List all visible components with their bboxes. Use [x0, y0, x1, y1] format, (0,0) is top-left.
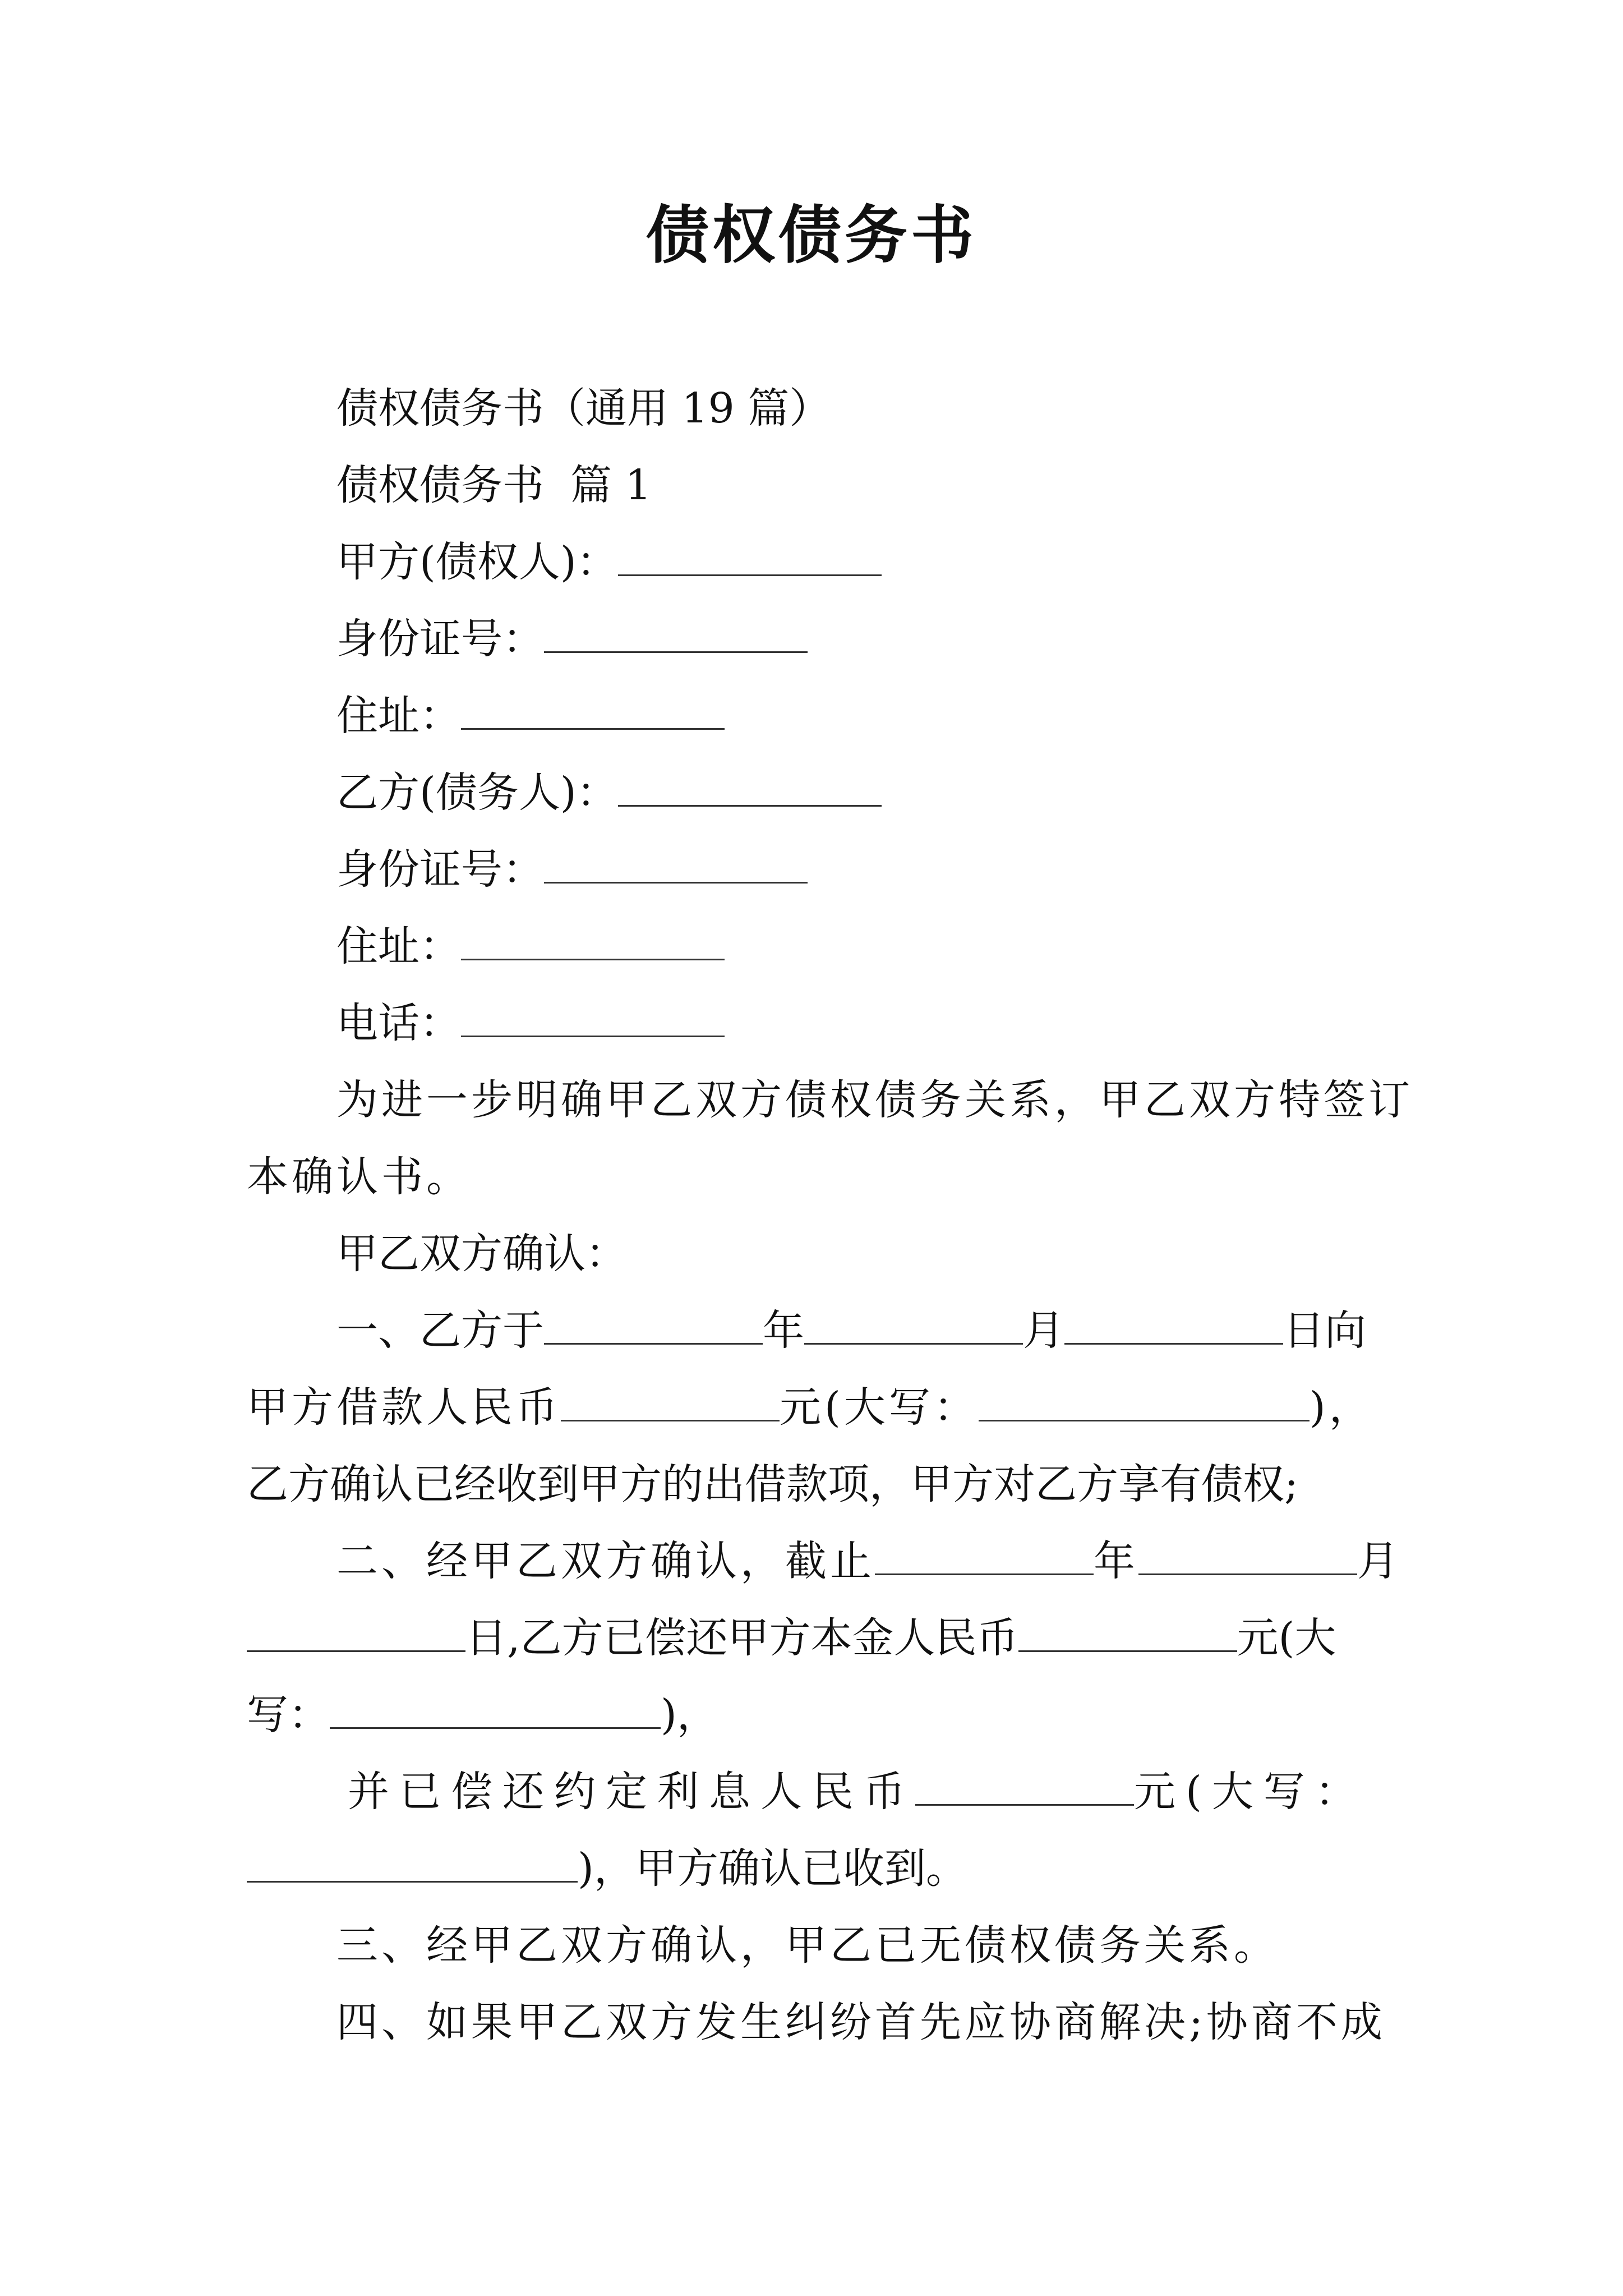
clause-4-text: 四、如果甲乙双方发生纠纷首先应协商解决;协商不成 — [336, 1998, 1386, 2046]
clause-3-text: 三、经甲乙双方确认，甲乙已无债权债务关系。 — [336, 1921, 1279, 1970]
addr-a-label: 住址： — [336, 692, 461, 740]
party-b-blank — [618, 771, 882, 807]
section-heading: 债权债务书 篇 1 — [336, 461, 652, 509]
clause-2-line-3 — [247, 1677, 1380, 1754]
party-b-line — [247, 754, 1380, 831]
phone-line — [247, 985, 1380, 1062]
clause-1-day: 日向 — [1283, 1306, 1366, 1355]
clause-2-month-blank — [1138, 1540, 1357, 1575]
clause-1-line-2 — [247, 1369, 1380, 1446]
clause-1-receipt: 乙方确认已经收到甲方的出借款项，甲方对乙方享有债权; — [247, 1460, 1298, 1508]
party-a-label: 甲方(债权人)： — [336, 538, 618, 586]
party-a-line — [247, 524, 1380, 601]
intro-text-2: 本确认书。 — [247, 1153, 471, 1201]
clause-2-day-blank — [247, 1617, 465, 1652]
clause-2-caps-cont: 写： — [247, 1691, 330, 1739]
clause-2-interest-blank — [915, 1770, 1134, 1806]
clause-2-year: 年 — [1094, 1537, 1138, 1585]
clause-1-line-3 — [247, 1446, 1380, 1523]
addr-b-label: 住址： — [336, 922, 461, 970]
subtitle-line — [247, 370, 1380, 447]
section-line — [247, 447, 1380, 524]
clause-3-line — [247, 1907, 1380, 1984]
clause-2-principal: 日,乙方已偿还甲方本金人民币 — [465, 1614, 1018, 1662]
clause-2-year-blank — [875, 1540, 1094, 1575]
id-b-label: 身份证号： — [336, 845, 544, 894]
confirm-text: 甲乙双方确认： — [336, 1230, 627, 1278]
clause-2-interest-caps-blank — [247, 1847, 578, 1883]
clause-2-line-4 — [247, 1754, 1380, 1830]
clause-1-caps-label: 元(大写： — [780, 1383, 979, 1432]
clause-2-line-1 — [247, 1523, 1402, 1600]
clause-1-close: )， — [1309, 1383, 1374, 1432]
clause-2-received: )，甲方确认已收到。 — [578, 1844, 967, 1893]
document-title: 债权债务书 — [646, 199, 977, 272]
clause-1-caps-blank — [979, 1386, 1310, 1421]
clause-2-interest-caps: 元(大写： — [1134, 1768, 1367, 1816]
party-b-label: 乙方(债务人)： — [336, 769, 618, 817]
intro-text-1: 为进一步明确甲乙双方债权债务关系，甲乙双方特签订 — [336, 1076, 1413, 1124]
subtitle-text: 债权债务书（通用 19 篇） — [336, 384, 831, 432]
clause-1-year: 年 — [763, 1306, 804, 1355]
clause-1-line-1 — [247, 1292, 1380, 1369]
phone-blank — [461, 1002, 725, 1037]
clause-1-day-blank — [1064, 1309, 1283, 1345]
addr-b-line — [247, 908, 1380, 985]
clause-2-month: 月 — [1357, 1537, 1402, 1585]
document-body — [247, 370, 1413, 2061]
id-a-blank — [544, 618, 808, 653]
clause-1-loan: 甲方借款人民币 — [247, 1383, 561, 1432]
addr-b-blank — [461, 925, 725, 960]
clause-2-principal-blank — [1018, 1617, 1237, 1652]
clause-2-prefix: 二、经甲乙双方确认，截止 — [336, 1537, 875, 1585]
clause-2-line-5 — [247, 1830, 1380, 1907]
id-a-line — [247, 601, 1380, 678]
clause-2-caps-blank — [330, 1694, 661, 1729]
clause-2-caps-label: 元(大 — [1237, 1614, 1336, 1662]
clause-1-month: 月 — [1023, 1306, 1064, 1355]
clause-1-month-blank — [804, 1309, 1023, 1345]
addr-a-line — [247, 678, 1380, 754]
addr-a-blank — [461, 694, 725, 730]
clause-1-amount-blank — [561, 1386, 780, 1421]
intro-line-1 — [247, 1062, 1413, 1139]
confirm-line — [247, 1216, 1380, 1292]
id-a-label: 身份证号： — [336, 615, 544, 663]
clause-4-line — [247, 1984, 1386, 2061]
intro-line-2 — [247, 1139, 1380, 1216]
id-b-blank — [544, 848, 808, 884]
party-a-blank — [618, 541, 882, 576]
phone-label: 电话： — [336, 999, 461, 1047]
clause-2-line-2 — [247, 1600, 1380, 1677]
clause-2-close: )， — [661, 1691, 718, 1739]
id-b-line — [247, 831, 1380, 908]
clause-2-interest: 并已偿还约定利息人民币 — [348, 1768, 915, 1816]
clause-1-prefix: 一、乙方于 — [336, 1306, 544, 1355]
clause-1-year-blank — [544, 1309, 763, 1345]
